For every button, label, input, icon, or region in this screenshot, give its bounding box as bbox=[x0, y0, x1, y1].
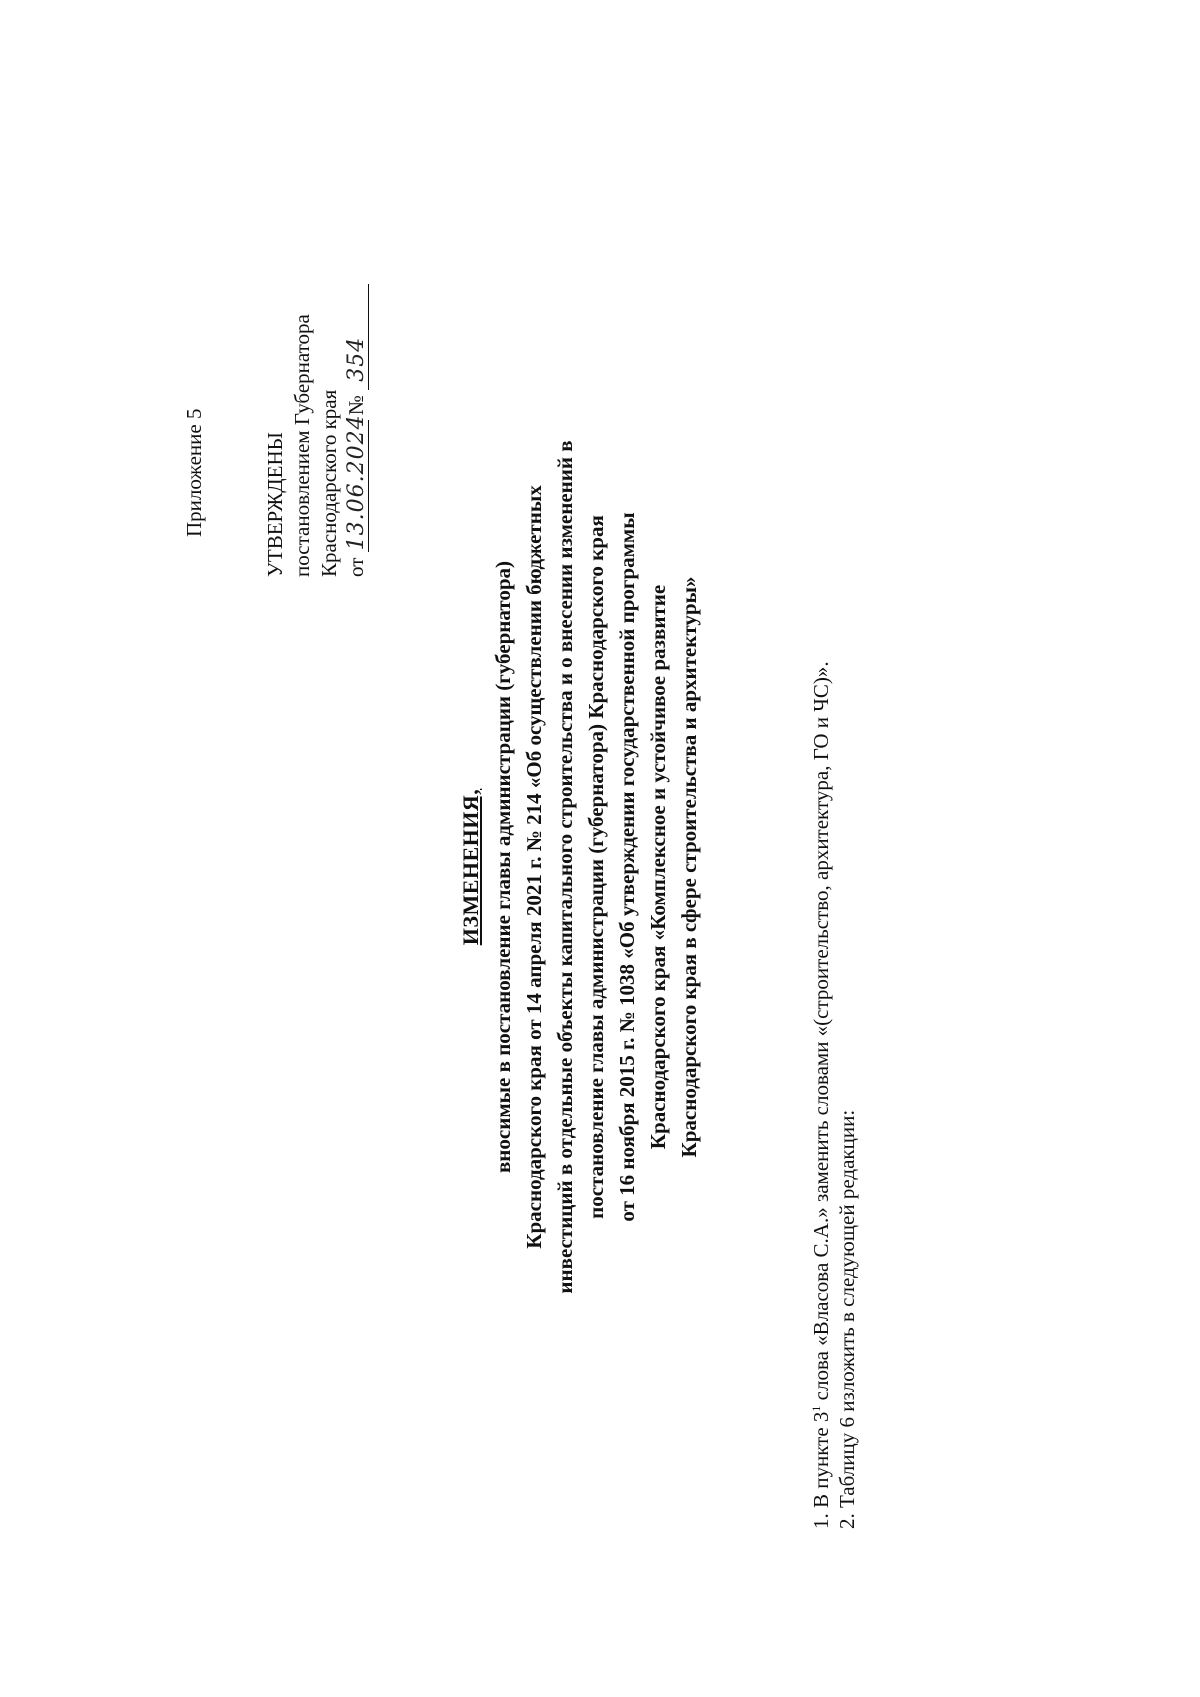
heading-line: от 16 ноября 2015 г. № 1038 «Об утверждении государственной программы bbox=[615, 512, 639, 1222]
approval-date-number bbox=[343, 284, 370, 577]
approval-number-handwritten: 354 bbox=[344, 336, 369, 382]
item1-superscript: 1 bbox=[809, 1405, 823, 1412]
approval-line-2: Краснодарского края bbox=[317, 389, 341, 577]
approval-number-sign: № bbox=[344, 395, 368, 416]
approval-line-1: постановлением Губернатора bbox=[290, 314, 314, 577]
approval-date-field bbox=[344, 414, 369, 552]
heading-title: ИЗМЕНЕНИЯ, bbox=[458, 788, 483, 946]
approval-title: УТВЕРЖДЕНЫ bbox=[263, 432, 287, 577]
heading-line: инвестиций в отдельные объекты капитального строительства и о внесении изменений в bbox=[553, 440, 577, 1294]
change-item-2: 2. Таблицу 6 изложить в следующей редакции: bbox=[835, 1109, 859, 1529]
changes-heading bbox=[455, 337, 705, 1397]
heading-line: вносимые в постановление главы администрации (губернатора) bbox=[491, 560, 515, 1174]
change-item-1 bbox=[808, 661, 834, 1529]
appendix-label: Приложение 5 bbox=[182, 408, 206, 537]
approval-date-handwritten: 13.06.2024 bbox=[344, 414, 369, 551]
changes-items bbox=[808, 661, 860, 1529]
heading-line: Краснодарского края «Комплексное и устойчивое развитие bbox=[646, 584, 670, 1150]
item1-text-after: слова «Власова С.А.» заменить словами «(строительство, архитектура, ГО и ЧС)». bbox=[809, 661, 833, 1406]
heading-line: Краснодарского края в сфере строительства и архитектуры» bbox=[677, 576, 701, 1158]
approval-block bbox=[262, 284, 370, 577]
item1-text-before: 1. В пункте 3 bbox=[809, 1411, 833, 1529]
approval-number-field bbox=[345, 284, 369, 390]
heading-line: постановление главы администрации (губернатора) Краснодарского края bbox=[584, 515, 608, 1219]
approval-from-prefix: от bbox=[344, 557, 368, 577]
heading-line: Краснодарского края от 14 апреля 2021 г. № 214 «Об осуществлении бюджетных bbox=[522, 485, 546, 1249]
